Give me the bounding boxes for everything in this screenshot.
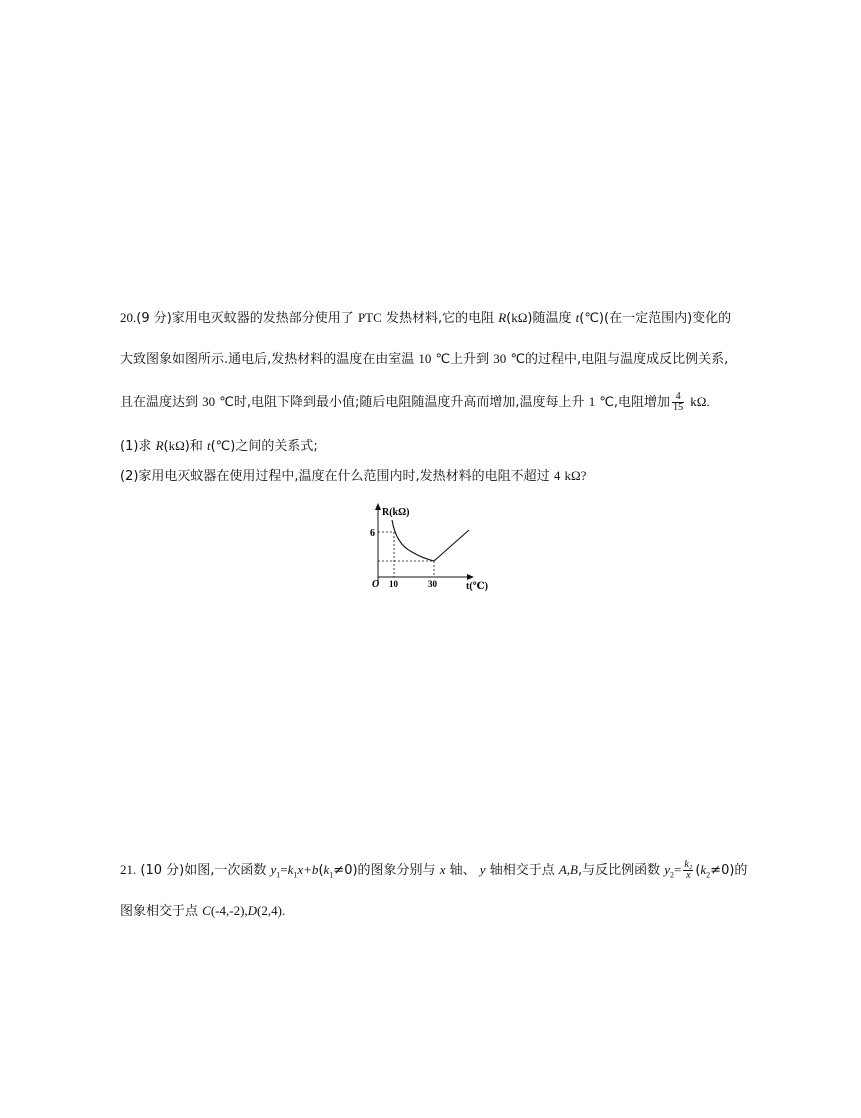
- origin-label: O: [372, 579, 380, 590]
- x-tick-10: 10: [389, 579, 398, 589]
- fraction-4-15: $\frac{4}{15}$: [673, 391, 684, 413]
- inverse-curve: [392, 520, 434, 561]
- q20-line-2: 大致图象如图所示.通电后,发热材料的温度在由室温 10 ℃上升到 30 ℃的过程中,电阻与温度成反比例关系,: [120, 351, 729, 367]
- fraction-k2-x: $\frac{\text{k₂}}{x}$: [684, 859, 693, 881]
- x-axis-label: t(℃): [466, 581, 488, 592]
- resistance-temperature-graph: [362, 500, 497, 595]
- q21-line-1: 21. (10 分)如图,一次函数 $y_1=k_1x+b(k_1\ne 0)$的图象分别与 x 轴、 y 轴相交于点 A,B,与反比例函数 $y_2=$ $\frac{\text{k₂}}{x}$ $(k_2\ne 0)$的: [120, 859, 748, 881]
- x-axis-arrow: [467, 574, 474, 580]
- linear-segment: [434, 530, 469, 561]
- x-tick-30: 30: [428, 579, 437, 589]
- y-tick-6: 6: [370, 528, 375, 539]
- q20-part-2: (2)家用电灭蚊器在使用过程中,温度在什么范围内时,发热材料的电阻不超过 4 kΩ?: [120, 468, 587, 484]
- q20-part-1: (1)求 R(kΩ)和 t(℃)之间的关系式;: [120, 438, 318, 454]
- q21-line-2: 图象相交于点 C(-4,-2),D(2,4).: [120, 903, 286, 919]
- q20-line-3: 且在温度达到 30 ℃时,电阻下降到最小值;随后电阻随温度升高而增加,温度每上升 1 ℃,电阻增加 $\frac{4}{15}$ kΩ.: [120, 391, 710, 413]
- q20-line-1: 20.(9 分)家用电灭蚊器的发热部分使用了 PTC 发热材料,它的电阻 R(kΩ)随温度 t(℃)(在一定范围内)变化的: [120, 310, 732, 326]
- y-axis-arrow: [375, 503, 381, 510]
- y-axis-label: R(kΩ): [382, 507, 410, 518]
